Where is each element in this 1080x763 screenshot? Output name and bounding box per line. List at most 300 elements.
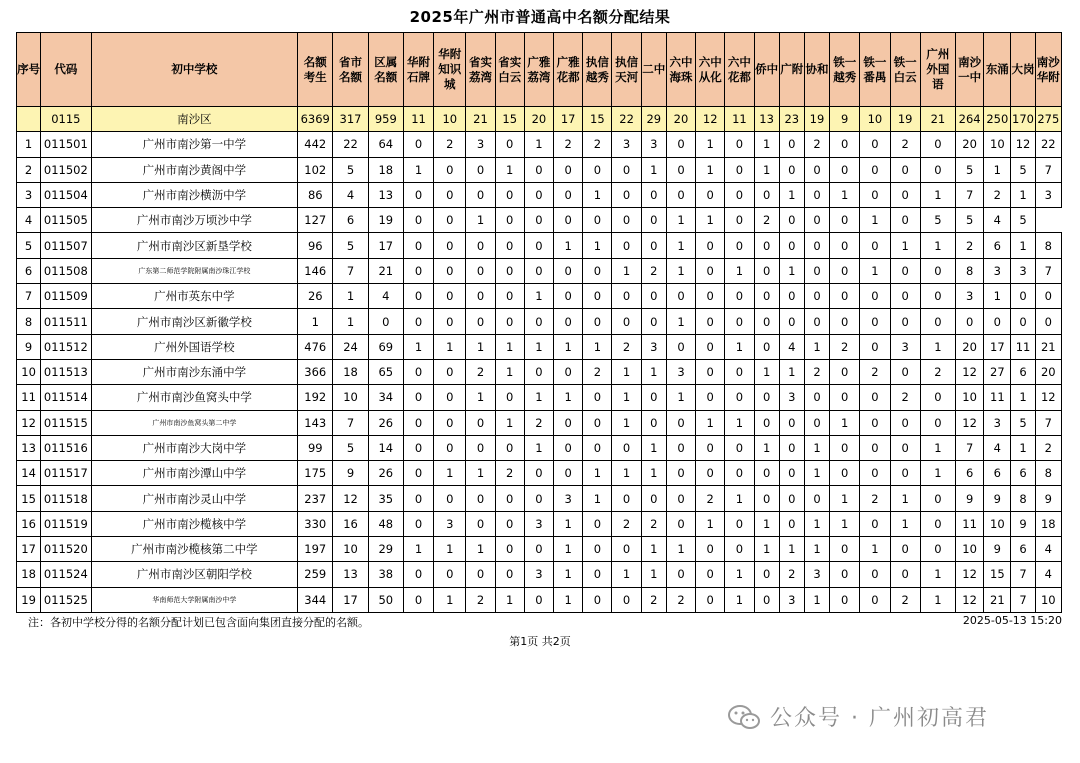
quota-cell: 6 (333, 208, 368, 233)
quota-cell: 3 (779, 587, 804, 612)
quota-cell: 13 (754, 107, 779, 132)
quota-cell: 8 (1035, 233, 1061, 258)
quota-cell: 0 (830, 233, 860, 258)
quota-cell: 5 (333, 233, 368, 258)
quota-cell: 1 (612, 385, 641, 410)
column-header-9: 省实白云 (495, 33, 524, 107)
quota-cell: 1 (612, 562, 641, 587)
quota-cell: 3 (641, 132, 666, 157)
quota-cell: 0 (554, 258, 583, 283)
quota-cell: 22 (612, 107, 641, 132)
quota-cell: 0 (495, 385, 524, 410)
quota-cell: 0 (860, 587, 890, 612)
school-code: 011525 (41, 587, 91, 612)
quota-cell: 0 (583, 208, 612, 233)
quota-cell: 0 (725, 309, 754, 334)
quota-cell: 17 (333, 587, 368, 612)
quota-cell: 1 (890, 233, 920, 258)
quota-cell: 0 (641, 208, 666, 233)
quota-cell: 7 (956, 182, 984, 207)
quota-cell: 0 (434, 258, 466, 283)
quota-cell: 0 (725, 461, 754, 486)
quota-cell: 11 (725, 107, 754, 132)
quota-cell: 1 (434, 461, 466, 486)
quota-cell: 0 (403, 309, 433, 334)
column-header-24: 广州外国语 (920, 33, 955, 107)
quota-cell: 0 (434, 385, 466, 410)
school-name: 广州市南沙区新徽学校 (91, 309, 298, 334)
quota-cell: 0 (641, 182, 666, 207)
column-header-28: 南沙华附 (1035, 33, 1061, 107)
school-name: 南沙区 (91, 107, 298, 132)
quota-cell: 1 (1011, 233, 1035, 258)
quota-cell: 0 (860, 309, 890, 334)
quota-cell: 1 (725, 410, 754, 435)
quota-cell: 0 (920, 486, 955, 511)
quota-cell: 1 (830, 410, 860, 435)
quota-cell: 0 (779, 233, 804, 258)
quota-cell: 7 (1011, 562, 1035, 587)
quota-cell: 0 (696, 334, 725, 359)
quota-cell: 1 (612, 461, 641, 486)
quota-cell: 0 (434, 182, 466, 207)
quota-cell: 1 (920, 562, 955, 587)
quota-cell: 170 (1011, 107, 1035, 132)
quota-cell: 1 (495, 359, 524, 384)
quota-cell: 0 (830, 435, 860, 460)
quota-cell: 0 (583, 309, 612, 334)
quota-cell: 0 (434, 435, 466, 460)
quota-cell: 18 (333, 359, 368, 384)
quota-cell: 1 (583, 486, 612, 511)
quota-cell: 0 (890, 309, 920, 334)
quota-cell: 259 (298, 562, 333, 587)
quota-cell: 0 (466, 309, 495, 334)
quota-cell: 0 (725, 385, 754, 410)
table-row (17, 132, 1062, 157)
quota-cell: 1 (434, 334, 466, 359)
column-header-17: 六中花都 (725, 33, 754, 107)
quota-cell: 1 (554, 233, 583, 258)
quota-cell: 0 (434, 359, 466, 384)
column-header-15: 六中海珠 (666, 33, 695, 107)
quota-cell: 5 (1011, 410, 1035, 435)
table-row (17, 334, 1062, 359)
quota-cell: 1 (1011, 435, 1035, 460)
quota-cell: 9 (1011, 511, 1035, 536)
school-code: 011501 (41, 132, 91, 157)
quota-cell: 20 (666, 107, 695, 132)
quota-cell: 2 (434, 132, 466, 157)
quota-cell: 0 (804, 258, 829, 283)
column-header-4: 省市名额 (333, 33, 368, 107)
quota-cell: 0 (725, 132, 754, 157)
quota-cell: 0 (554, 309, 583, 334)
quota-cell: 0 (583, 385, 612, 410)
quota-cell: 0 (495, 486, 524, 511)
column-header-19: 广附 (779, 33, 804, 107)
quota-cell: 19 (804, 107, 829, 132)
quota-cell: 0 (554, 359, 583, 384)
quota-cell: 1 (583, 233, 612, 258)
quota-cell: 0 (612, 537, 641, 562)
quota-cell: 0 (466, 435, 495, 460)
quota-cell: 3 (524, 511, 553, 536)
quota-cell: 1 (524, 132, 553, 157)
school-name: 广州市南沙区朝阳学校 (91, 562, 298, 587)
table-row (17, 511, 1062, 536)
quota-cell: 1 (524, 284, 553, 309)
school-name: 广州外国语学校 (91, 334, 298, 359)
quota-cell: 0 (495, 511, 524, 536)
quota-cell: 23 (779, 107, 804, 132)
quota-cell: 0 (725, 182, 754, 207)
quota-cell: 0 (466, 511, 495, 536)
quota-cell: 0 (860, 284, 890, 309)
quota-cell: 26 (368, 461, 403, 486)
quota-cell: 0 (583, 157, 612, 182)
quota-cell: 10 (333, 385, 368, 410)
quota-cell: 6 (1011, 461, 1035, 486)
quota-cell: 0 (1011, 284, 1035, 309)
quota-cell: 442 (298, 132, 333, 157)
school-code: 011511 (41, 309, 91, 334)
quota-cell: 0 (583, 511, 612, 536)
quota-cell: 0 (860, 334, 890, 359)
quota-cell: 0 (403, 486, 433, 511)
school-name: 广州市南沙黄阁中学 (91, 157, 298, 182)
quota-cell: 0 (466, 410, 495, 435)
quota-cell: 1 (804, 587, 829, 612)
quota-cell: 0 (495, 182, 524, 207)
quota-cell: 0 (779, 208, 804, 233)
quota-cell: 1 (920, 435, 955, 460)
quota-cell: 3 (666, 359, 695, 384)
quota-cell: 1 (554, 537, 583, 562)
quota-cell: 0 (696, 309, 725, 334)
quota-cell: 0 (666, 435, 695, 460)
quota-cell: 0 (754, 334, 779, 359)
quota-cell: 0 (890, 208, 920, 233)
quota-cell: 0 (956, 309, 984, 334)
quota-cell: 0 (403, 511, 433, 536)
quota-cell: 0 (583, 562, 612, 587)
quota-cell: 1 (583, 182, 612, 207)
quota-cell: 1 (696, 410, 725, 435)
quota-cell: 1 (641, 562, 666, 587)
row-index: 7 (17, 284, 41, 309)
quota-cell: 0 (1035, 284, 1061, 309)
column-header-2: 初中学校 (91, 33, 298, 107)
quota-cell: 3 (890, 334, 920, 359)
quota-cell: 1 (434, 537, 466, 562)
quota-cell: 1 (754, 157, 779, 182)
table-body (17, 107, 1062, 613)
quota-cell: 2 (920, 359, 955, 384)
quota-cell: 11 (1011, 334, 1035, 359)
quota-cell: 0 (779, 435, 804, 460)
quota-cell: 0 (524, 157, 553, 182)
quota-cell: 0 (612, 587, 641, 612)
school-code: 011524 (41, 562, 91, 587)
quota-cell: 1 (696, 157, 725, 182)
quota-cell: 3 (641, 334, 666, 359)
quota-cell: 29 (641, 107, 666, 132)
quota-cell: 1 (725, 562, 754, 587)
quota-cell: 0 (666, 284, 695, 309)
school-code: 0115 (41, 107, 91, 132)
quota-cell: 2 (466, 587, 495, 612)
quota-cell: 1 (804, 537, 829, 562)
quota-cell: 7 (956, 435, 984, 460)
quota-cell: 2 (890, 587, 920, 612)
quota-cell: 0 (830, 359, 860, 384)
row-index: 15 (17, 486, 41, 511)
quota-cell: 0 (403, 435, 433, 460)
quota-cell: 15 (495, 107, 524, 132)
quota-cell: 20 (524, 107, 553, 132)
table-row (17, 587, 1062, 612)
row-index: 18 (17, 562, 41, 587)
quota-cell: 3 (1035, 182, 1061, 207)
quota-cell: 2 (466, 359, 495, 384)
quota-cell: 0 (754, 385, 779, 410)
quota-cell: 0 (830, 562, 860, 587)
quota-cell: 0 (830, 284, 860, 309)
quota-cell: 1 (666, 385, 695, 410)
quota-cell: 10 (333, 537, 368, 562)
quota-cell: 0 (890, 435, 920, 460)
quota-cell: 0 (612, 208, 641, 233)
quota-cell: 1 (495, 587, 524, 612)
quota-cell: 0 (860, 157, 890, 182)
quota-cell: 1 (860, 537, 890, 562)
quota-cell: 0 (920, 132, 955, 157)
quota-cell: 0 (830, 587, 860, 612)
quota-cell: 21 (1035, 334, 1061, 359)
quota-cell: 1 (641, 435, 666, 460)
quota-cell: 1 (666, 537, 695, 562)
quota-cell: 0 (804, 233, 829, 258)
quota-cell: 0 (524, 182, 553, 207)
quota-cell: 0 (696, 537, 725, 562)
quota-cell: 0 (434, 410, 466, 435)
quota-cell: 0 (890, 537, 920, 562)
quota-cell: 0 (860, 461, 890, 486)
quota-cell: 0 (583, 258, 612, 283)
quota-cell: 0 (890, 562, 920, 587)
school-code: 011519 (41, 511, 91, 536)
column-header-25: 南沙一中 (956, 33, 984, 107)
quota-cell: 0 (403, 461, 433, 486)
quota-cell: 7 (1035, 258, 1061, 283)
quota-cell: 0 (725, 208, 754, 233)
school-code: 011512 (41, 334, 91, 359)
quota-cell: 8 (1011, 486, 1035, 511)
quota-cell: 1 (666, 208, 695, 233)
column-header-18: 侨中 (754, 33, 779, 107)
quota-cell: 0 (696, 587, 725, 612)
quota-cell: 0 (804, 208, 829, 233)
school-code: 011517 (41, 461, 91, 486)
quota-cell: 2 (804, 132, 829, 157)
footnote: 注：各初中学校分得的名额分配计划已包含面向集团直接分配的名额。 (28, 616, 369, 629)
quota-cell: 0 (725, 284, 754, 309)
quota-cell: 0 (920, 537, 955, 562)
quota-cell: 0 (779, 511, 804, 536)
quota-cell: 2 (524, 410, 553, 435)
quota-cell: 317 (333, 107, 368, 132)
quota-cell: 0 (920, 385, 955, 410)
quota-cell: 2 (666, 587, 695, 612)
quota-cell: 1 (554, 385, 583, 410)
quota-cell: 6 (956, 461, 984, 486)
column-header-6: 华附石牌 (403, 33, 433, 107)
quota-cell: 5 (333, 435, 368, 460)
quota-cell: 0 (779, 486, 804, 511)
column-header-0: 序号 (17, 33, 41, 107)
quota-cell: 0 (554, 435, 583, 460)
column-header-13: 执信天河 (612, 33, 641, 107)
quota-cell: 0 (1011, 309, 1035, 334)
quota-cell: 5 (1011, 208, 1035, 233)
quota-cell: 3 (554, 486, 583, 511)
quota-cell: 0 (524, 537, 553, 562)
quota-cell: 0 (641, 309, 666, 334)
quota-cell: 0 (754, 258, 779, 283)
quota-cell: 10 (860, 107, 890, 132)
quota-cell: 192 (298, 385, 333, 410)
quota-cell: 86 (298, 182, 333, 207)
quota-cell: 1 (466, 208, 495, 233)
quota-cell: 2 (890, 385, 920, 410)
school-name: 广州市南沙第一中学 (91, 132, 298, 157)
quota-cell: 1 (524, 334, 553, 359)
watermark-text: 公众号 · 广州初高君 (770, 706, 989, 731)
quota-cell: 2 (612, 511, 641, 536)
quota-cell: 0 (725, 359, 754, 384)
quota-cell: 0 (830, 461, 860, 486)
quota-cell: 0 (554, 284, 583, 309)
quota-cell: 1 (495, 410, 524, 435)
quota-cell: 1 (696, 208, 725, 233)
quota-cell: 1 (333, 309, 368, 334)
quota-cell: 50 (368, 587, 403, 612)
quota-cell: 0 (696, 359, 725, 384)
quota-cell: 0 (754, 410, 779, 435)
quota-cell: 1 (830, 511, 860, 536)
row-index: 17 (17, 537, 41, 562)
table-row (17, 157, 1062, 182)
quota-cell: 7 (1011, 587, 1035, 612)
school-name: 广州市南沙榄核第二中学 (91, 537, 298, 562)
quota-cell: 127 (298, 208, 333, 233)
quota-cell: 0 (466, 284, 495, 309)
quota-cell: 1 (434, 587, 466, 612)
table-row (17, 435, 1062, 460)
quota-cell: 1 (1011, 385, 1035, 410)
quota-cell: 0 (434, 486, 466, 511)
quota-cell: 21 (920, 107, 955, 132)
quota-cell: 3 (984, 410, 1011, 435)
quota-cell: 0 (754, 461, 779, 486)
quota-cell: 1 (583, 461, 612, 486)
quota-cell: 1 (612, 359, 641, 384)
quota-cell: 9 (956, 486, 984, 511)
quota-cell: 1 (696, 511, 725, 536)
quota-cell: 0 (754, 486, 779, 511)
school-code: 011509 (41, 284, 91, 309)
table-row (17, 309, 1062, 334)
quota-cell: 48 (368, 511, 403, 536)
quota-cell: 0 (666, 461, 695, 486)
quota-cell: 12 (333, 486, 368, 511)
quota-cell: 0 (754, 562, 779, 587)
quota-cell: 0 (524, 258, 553, 283)
quota-cell: 102 (298, 157, 333, 182)
quota-cell: 0 (403, 132, 433, 157)
quota-cell: 1 (466, 385, 495, 410)
quota-cell: 2 (860, 359, 890, 384)
table-row (17, 182, 1062, 207)
quota-cell: 0 (860, 132, 890, 157)
quota-cell: 9 (830, 107, 860, 132)
quota-cell: 15 (984, 562, 1011, 587)
quota-cell: 0 (583, 587, 612, 612)
column-header-3: 名额考生 (298, 33, 333, 107)
quota-cell: 0 (554, 410, 583, 435)
quota-cell: 275 (1035, 107, 1061, 132)
quota-cell: 3 (804, 562, 829, 587)
quota-cell: 0 (860, 435, 890, 460)
quota-cell: 2 (754, 208, 779, 233)
school-name: 广州市南沙东涌中学 (91, 359, 298, 384)
quota-cell: 0 (890, 258, 920, 283)
quota-cell: 34 (368, 385, 403, 410)
quota-cell: 0 (920, 309, 955, 334)
quota-cell: 4 (984, 208, 1011, 233)
quota-cell: 10 (984, 132, 1011, 157)
quota-cell: 2 (830, 334, 860, 359)
quota-cell: 0 (920, 258, 955, 283)
school-code: 011513 (41, 359, 91, 384)
quota-cell: 0 (860, 511, 890, 536)
quota-cell: 1 (1011, 182, 1035, 207)
quota-cell: 1 (779, 182, 804, 207)
quota-cell: 0 (403, 284, 433, 309)
school-code: 011502 (41, 157, 91, 182)
quota-cell: 1 (920, 233, 955, 258)
quota-cell: 1 (612, 258, 641, 283)
table-row (17, 258, 1062, 283)
quota-cell: 0 (779, 410, 804, 435)
quota-cell: 35 (368, 486, 403, 511)
quota-cell: 4 (333, 182, 368, 207)
quota-cell: 0 (554, 461, 583, 486)
quota-cell: 22 (1035, 132, 1061, 157)
quota-cell: 0 (612, 309, 641, 334)
quota-cell: 1 (495, 157, 524, 182)
quota-cell: 0 (403, 208, 433, 233)
quota-cell: 0 (830, 258, 860, 283)
quota-cell: 3 (466, 132, 495, 157)
quota-cell: 1 (920, 461, 955, 486)
quota-cell: 0 (860, 182, 890, 207)
quota-cell: 17 (554, 107, 583, 132)
quota-cell: 6 (984, 461, 1011, 486)
school-code: 011504 (41, 182, 91, 207)
quota-cell: 0 (368, 309, 403, 334)
